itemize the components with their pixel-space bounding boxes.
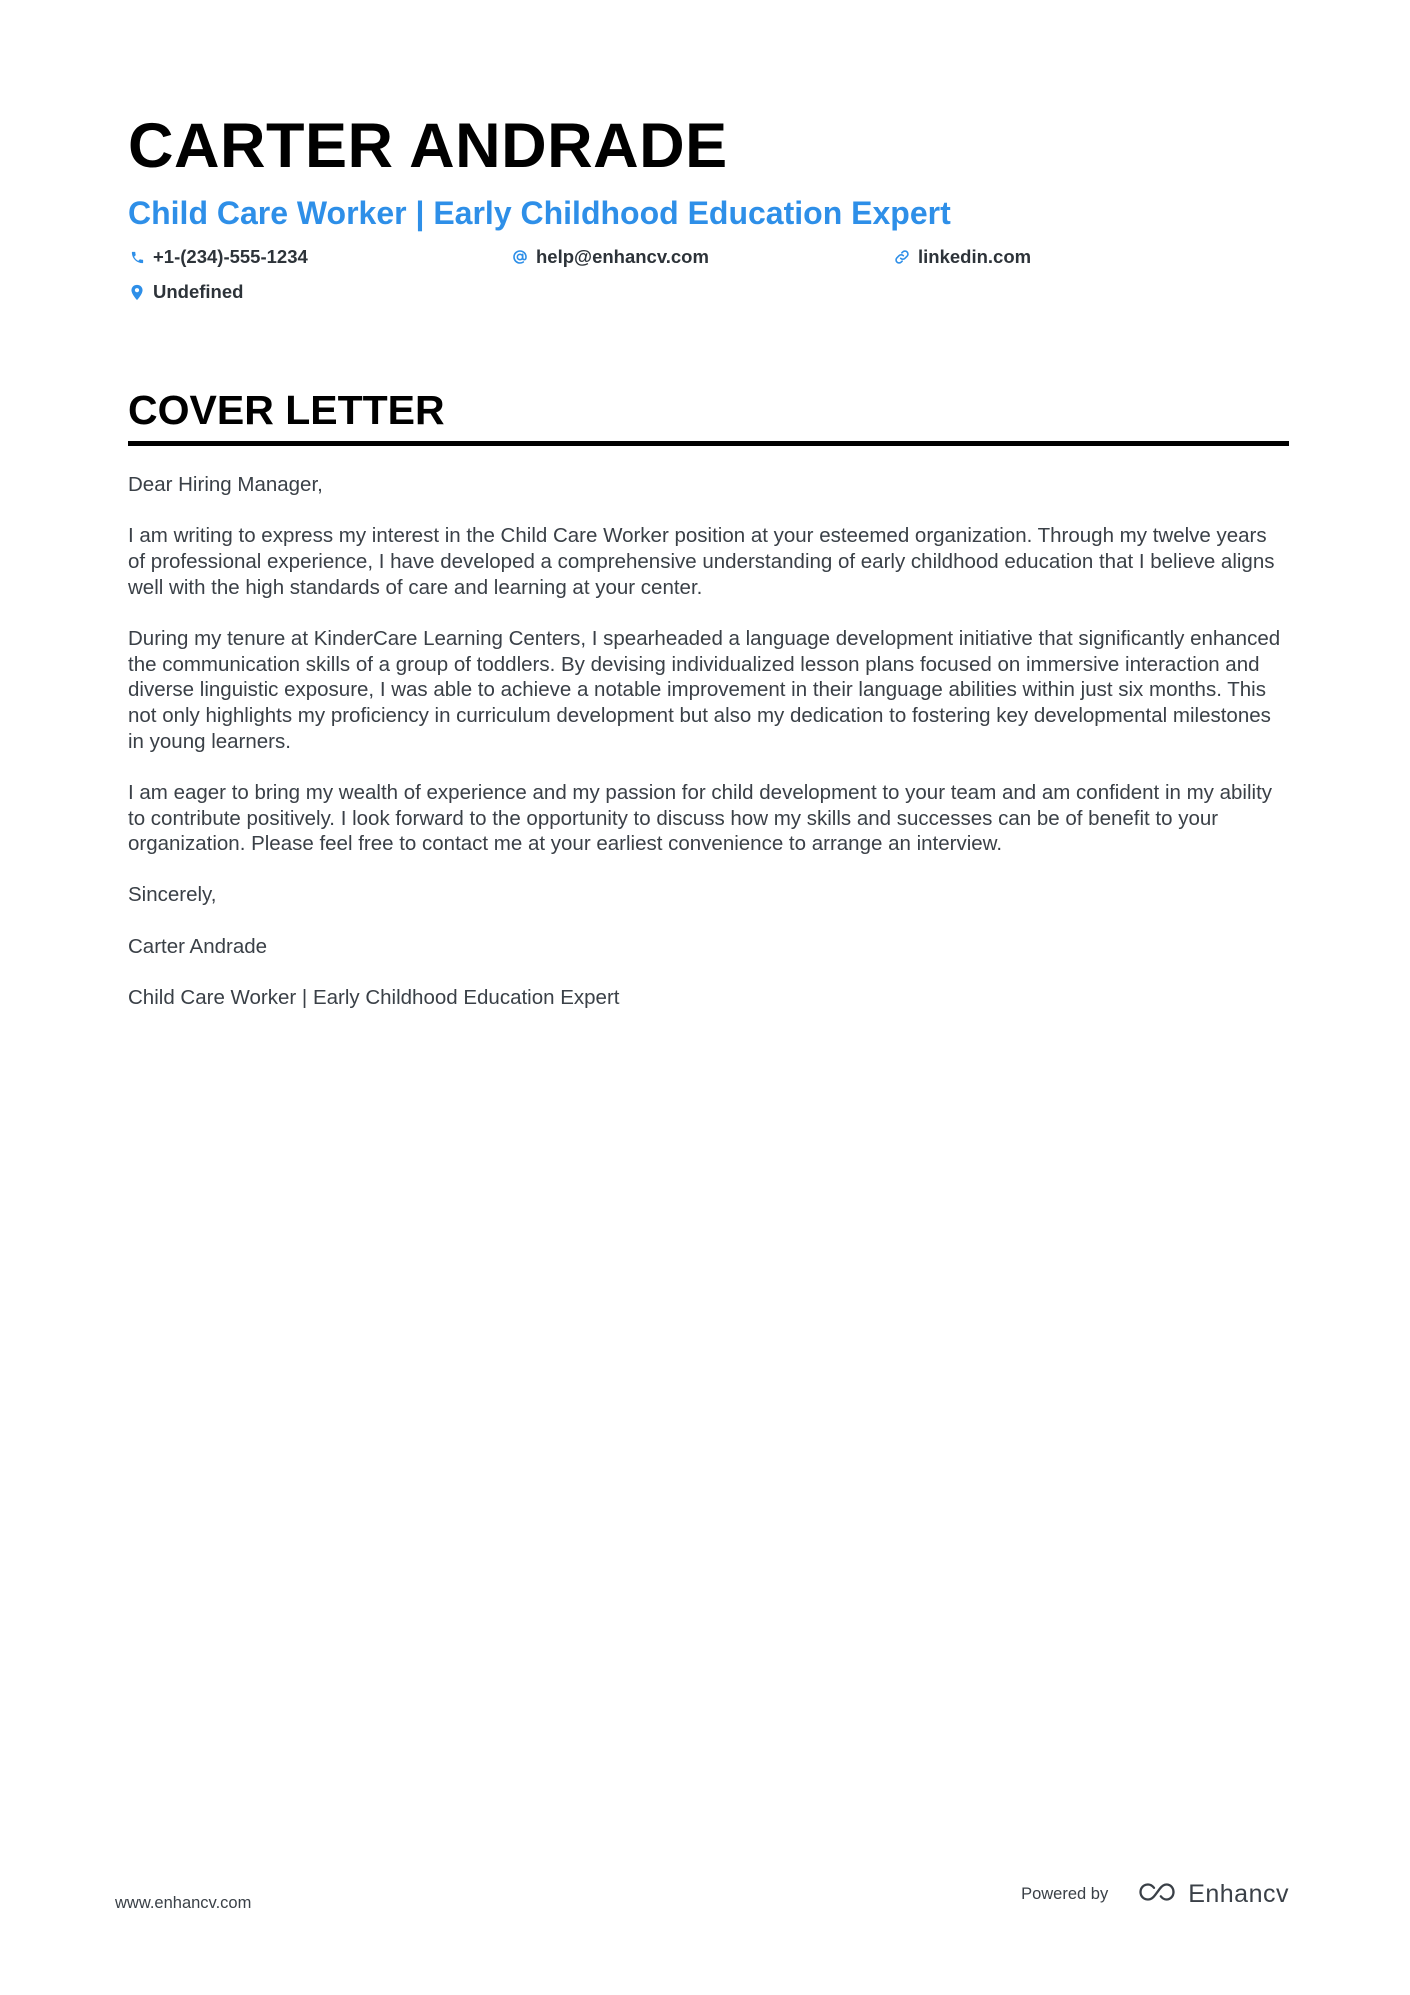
letter-closing: Sincerely,	[128, 883, 217, 907]
contact-email[interactable]	[511, 246, 709, 268]
location-text: Undefined	[153, 281, 244, 302]
footer-website[interactable]: www.enhancv.com	[115, 1894, 252, 1912]
map-pin-icon	[128, 283, 146, 301]
header	[128, 110, 1288, 316]
at-icon	[511, 248, 529, 266]
letter-body	[128, 472, 1289, 1011]
powered-by-label: Powered by	[1021, 1885, 1109, 1903]
brand-name: Enhancv	[1188, 1880, 1289, 1908]
contact-link[interactable]	[893, 246, 1031, 268]
candidate-title: Child Care Worker | Early Childhood Education Expert	[128, 195, 951, 231]
phone-text: +1-(234)-555-1234	[153, 246, 308, 267]
enhancv-logo-icon	[1134, 1880, 1180, 1909]
signature-name: Carter Andrade	[128, 934, 268, 958]
section-divider	[128, 441, 1289, 446]
letter-greeting: Dear Hiring Manager,	[128, 473, 323, 496]
link-text: linkedin.com	[918, 246, 1032, 267]
candidate-name: CARTER ANDRADE	[128, 111, 728, 181]
section-title: COVER LETTER	[128, 387, 445, 433]
letter-paragraph: During my tenure at KinderCare Learning Centers, I spearheaded a language development initiative that significantly enhanced the communication skills of a group of toddlers. By devising individualized lesson plans focused on immersive interaction and diverse linguistic exposure, I was able to achieve a notable improvement in their language abilities within just six months. This not only highlights my proficiency in curriculum development but also my dedication to fostering key developmental milestones in young learners.	[128, 626, 1281, 753]
contact-info	[128, 246, 1288, 316]
letter-paragraph: I am eager to bring my wealth of experience and my passion for child development to your team and am confident in my ability to contribute positively. I look forward to the opportunity to discuss how my skills and successes can be of benefit to your organization. Please feel free to contact me at your earliest convenience to arrange an interview.	[128, 780, 1273, 856]
brand-logo[interactable]	[1134, 1880, 1289, 1909]
link-icon	[893, 248, 911, 266]
contact-location	[128, 281, 243, 303]
cover-letter-section	[128, 385, 1289, 1036]
phone-icon	[128, 248, 146, 266]
contact-phone[interactable]	[128, 246, 308, 268]
email-text: help@enhancv.com	[536, 246, 709, 267]
footer-branding	[1021, 1880, 1289, 1909]
letter-paragraph: I am writing to express my interest in the Child Care Worker position at your esteemed organization. Through my twelve years of professional experience, I have developed a comprehensive understanding of early childhood education that I believe aligns well with the high standards of care and learning at your center.	[128, 524, 1275, 599]
signature-title: Child Care Worker | Early Childhood Education Expert	[128, 985, 620, 1009]
